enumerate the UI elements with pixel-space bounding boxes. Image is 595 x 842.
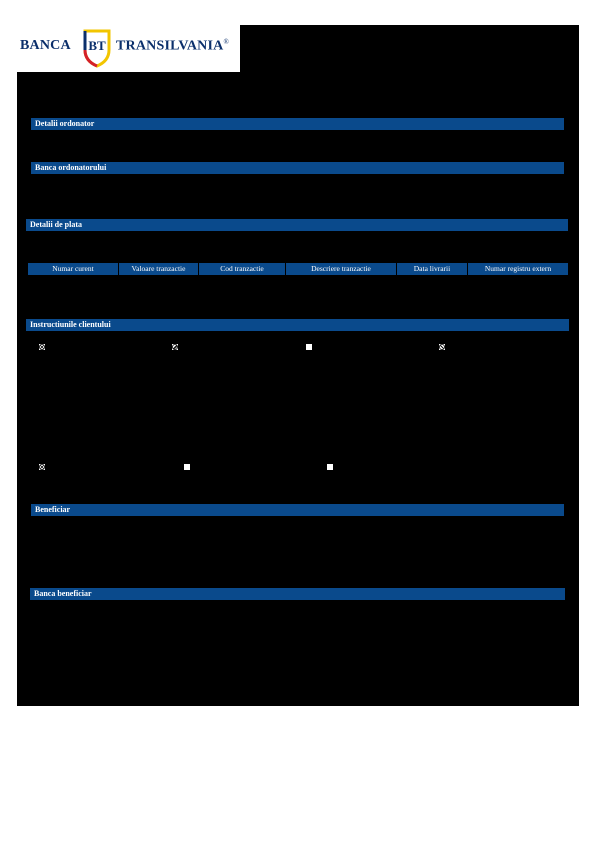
- instruction-checkbox-2[interactable]: [172, 344, 178, 350]
- instruction-checkbox-6[interactable]: [184, 464, 190, 470]
- column-header-cod-tranzactie: Cod tranzactie: [199, 263, 285, 275]
- column-header-valoare-tranzactie: Valoare tranzactie: [119, 263, 198, 275]
- section-banca-ordonatorului: Banca ordonatorului: [31, 162, 564, 174]
- column-header-numar-curent: Numar curent: [28, 263, 118, 275]
- logo-right-text: [116, 38, 229, 55]
- instruction-checkbox-5[interactable]: [39, 464, 45, 470]
- instruction-checkbox-4[interactable]: [439, 344, 445, 350]
- bt-shield-icon: [82, 28, 112, 68]
- column-header-descriere-tranzactie: Descriere tranzactie: [286, 263, 396, 275]
- instruction-checkbox-3[interactable]: [306, 344, 312, 350]
- section-detalii-ordonator: Detalii ordonator: [31, 118, 564, 130]
- shield-text: BT: [88, 38, 106, 53]
- logo-right-word: TRANSILVANIA: [116, 38, 224, 54]
- instruction-checkbox-1[interactable]: [39, 344, 45, 350]
- logo-left-text: BANCA: [20, 38, 71, 53]
- column-header-numar-registru-extern: Numar registru extern: [468, 263, 568, 275]
- column-header-data-livrarii: Data livrarii: [397, 263, 467, 275]
- instruction-checkbox-7[interactable]: [327, 464, 333, 470]
- payment-table-header: [28, 263, 568, 275]
- logo-reg-mark: ®: [223, 38, 229, 46]
- section-beneficiar: Beneficiar: [31, 504, 564, 516]
- section-banca-beneficiar: Banca beneficiar: [30, 588, 565, 600]
- section-instructiunile-clientului: Instructiunile clientului: [26, 319, 569, 331]
- section-detalii-de-plata: Detalii de plata: [26, 219, 568, 231]
- bank-logo: [17, 25, 240, 72]
